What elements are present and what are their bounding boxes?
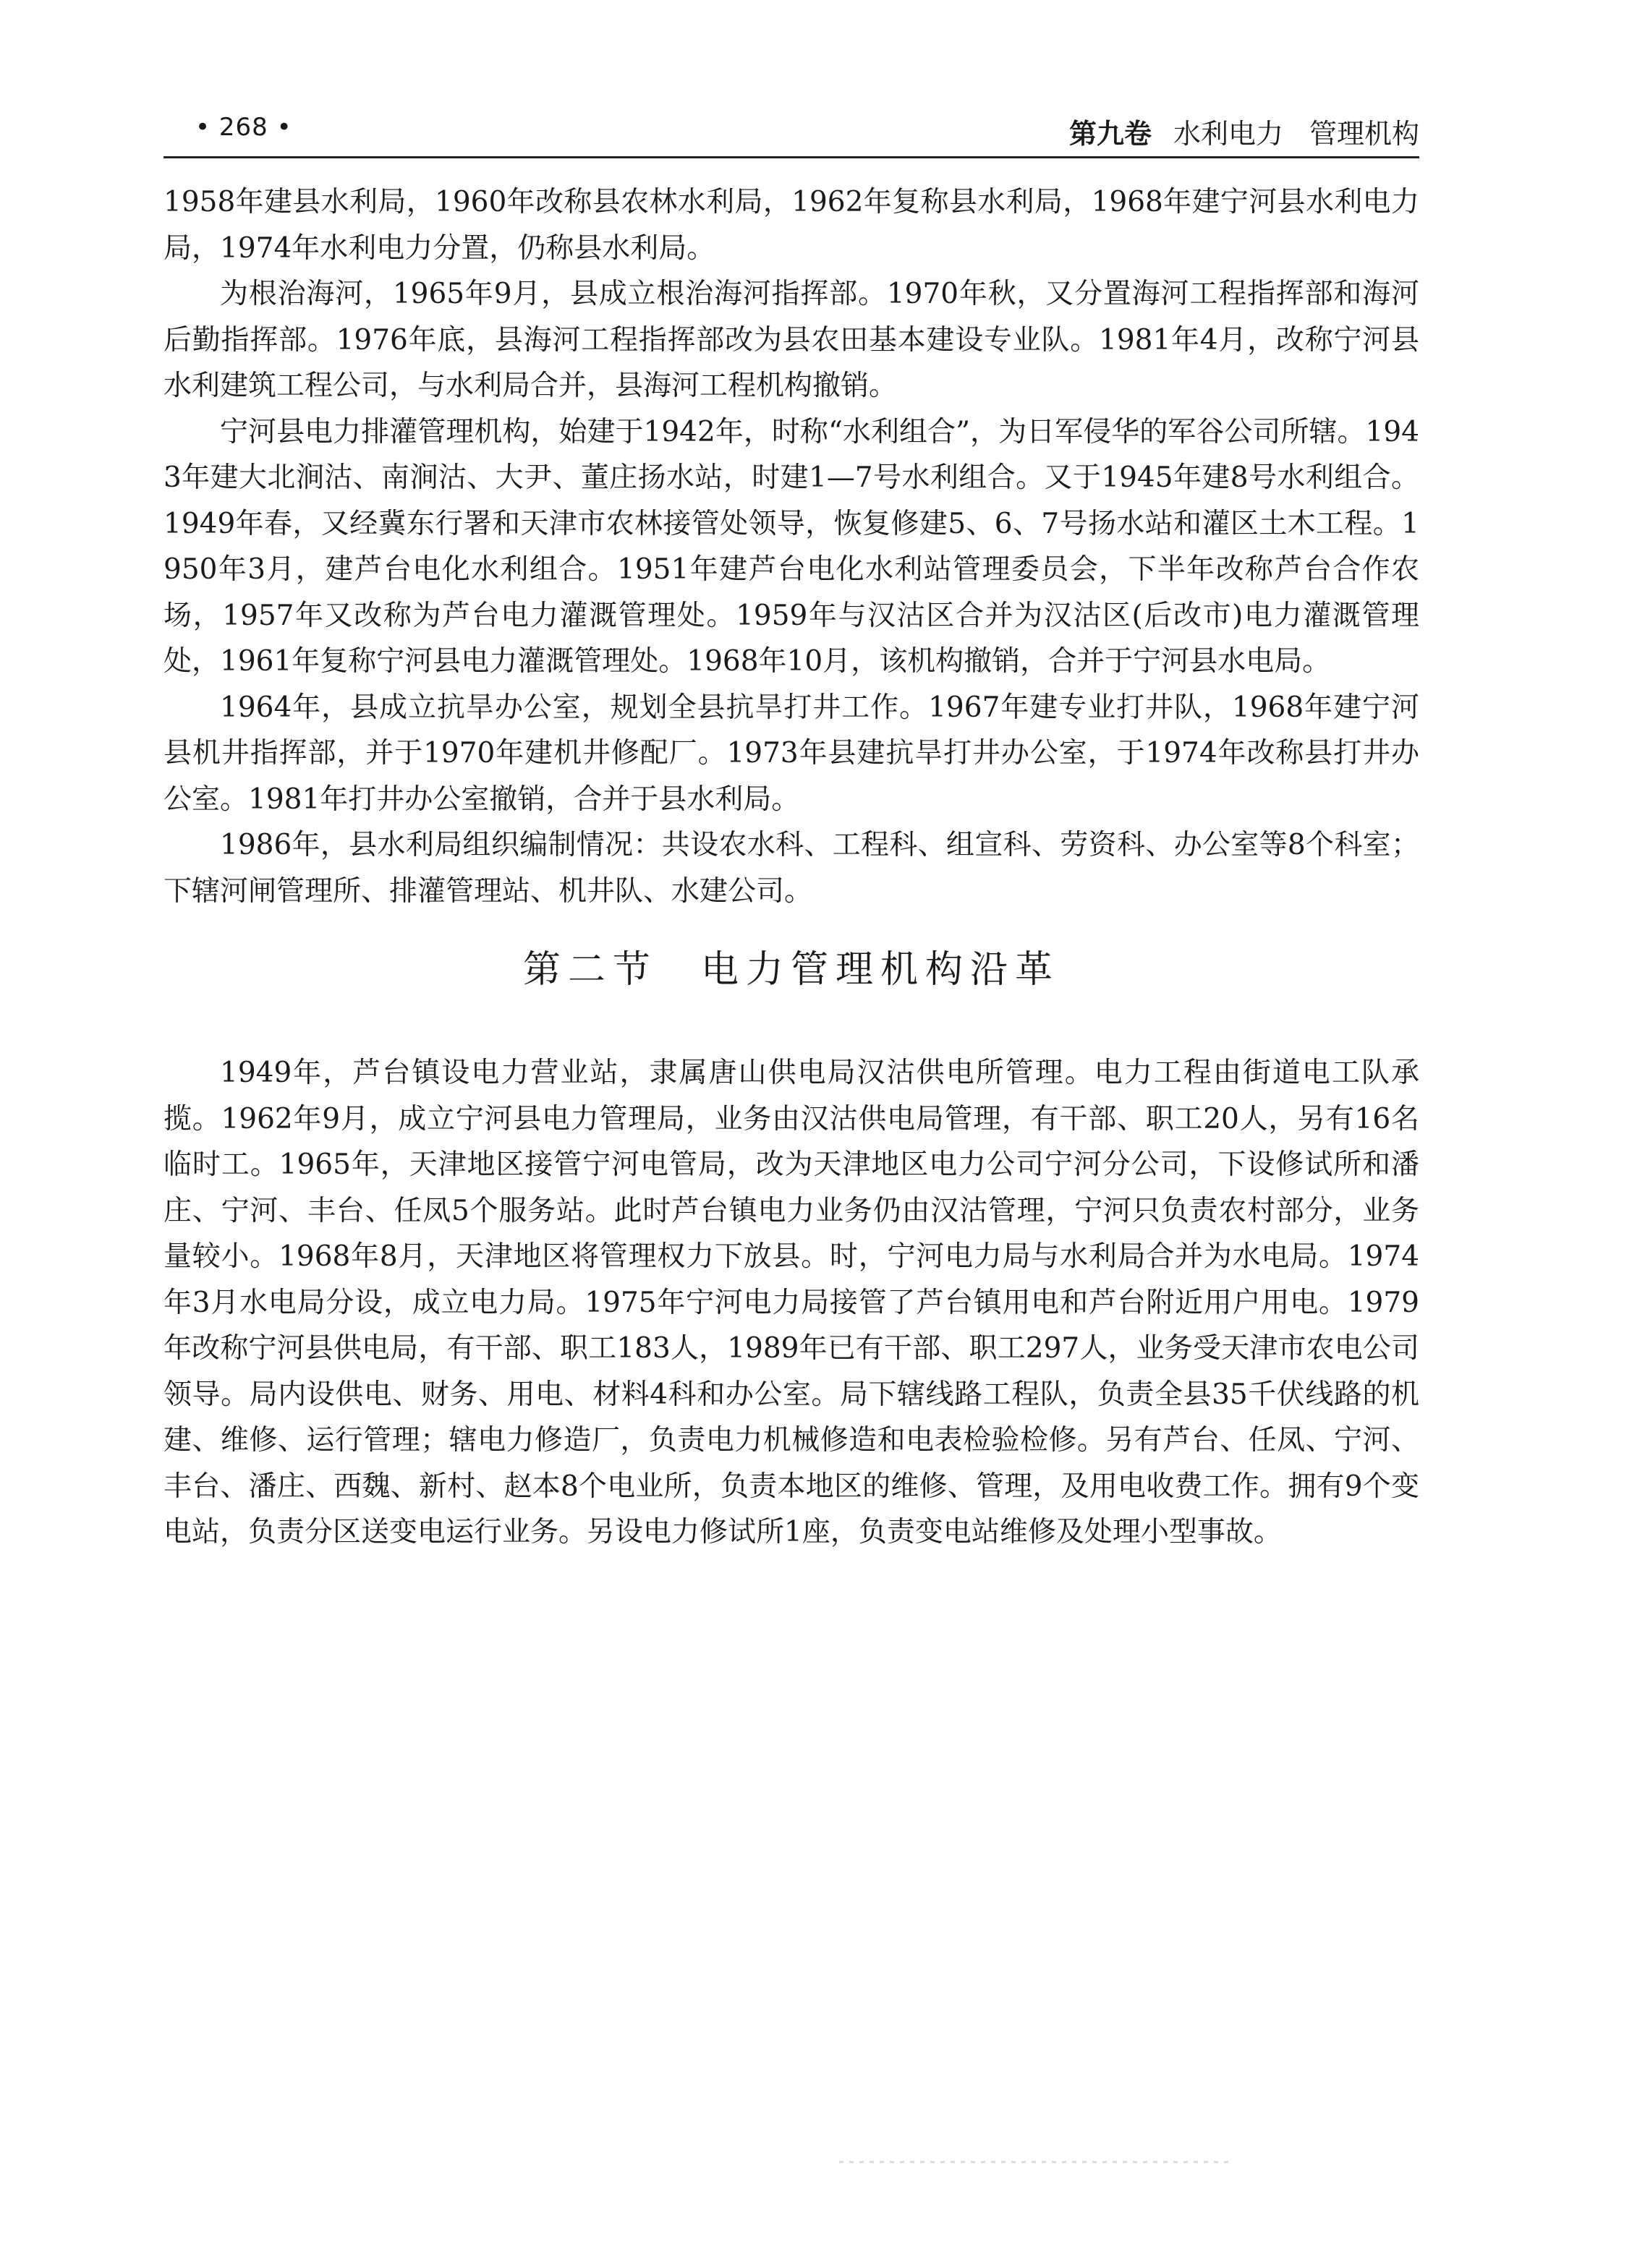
section-title: 电力管理机构沿革: [701, 948, 1060, 992]
running-head: [1069, 111, 1419, 151]
page-body: [163, 179, 1419, 1556]
page-number: • 268 •: [195, 113, 292, 142]
topic-label: 管理机构: [1309, 118, 1419, 150]
header-rule: [163, 156, 1419, 158]
paragraph: 1986年，县水利局组织编制情况：共设农水科、工程科、组宣科、劳资科、办公室等8个科室；下辖河闸管理所、排灌管理站、机井队、水建公司。: [163, 829, 1419, 908]
chapter-label: 水利电力: [1173, 118, 1283, 150]
paragraph: 宁河县电力排灌管理机构，始建于1942年，时称“水利组合”，为日军侵华的军谷公司所辖。1943年建大北涧沽、南涧沽、大尹、董庄扬水站，时建1—7号水利组合。又于1945年建8号水利组合。1949年春，又经冀东行署和天津市农林接管处领导，恢复修建5、6、7号扬水站和灌区土木工程。1950年3月，建芦台电化水利组合。1951年建芦台电化水利站管理委员会，下半年改称芦台合作农场，1957年又改称为芦台电力灌溉管理处。1959年与汉沽区合并为汉沽区(后改市)电力灌溉管理处，1961年复称宁河县电力灌溉管理处。1968年10月，该机构撤销，合并于宁河县水电局。: [163, 415, 1419, 678]
volume-label: 第九卷: [1068, 118, 1152, 150]
paragraph: 1958年建县水利局，1960年改称县农林水利局，1962年复称县水利局，1968年建宁河县水利电力局，1974年水利电力分置，仍称县水利局。: [163, 186, 1419, 265]
paragraph: 1949年，芦台镇设电力营业站，隶属唐山供电局汉沽供电所管理。电力工程由街道电工队承揽。1962年9月，成立宁河县电力管理局，业务由汉沽供电局管理，有干部、职工20人，另有16名临时工。1965年，天津地区接管宁河电管局，改为天津地区电力公司宁河分公司，下设修试所和潘庄、宁河、丰台、任凤5个服务站。此时芦台镇电力业务仍由汉沽管理，宁河只负责农村部分，业务量较小。1968年8月，天津地区将管理权力下放县。时，宁河电力局与水利局合并为水电局。1974年3月水电局分设，成立电力局。1975年宁河电力局接管了芦台镇用电和芦台附近用户用电。1979年改称宁河县供电局，有干部、职工183人，1989年已有干部、职工297人，业务受天津市农电公司领导。局内设供电、财务、用电、材料4科和办公室。局下辖线路工程队，负责全县35千伏线路的机建、维修、运行管理；辖电力修造厂，负责电力机械修造和电表检验检修。另有芦台、任凤、宁河、丰台、潘庄、西魏、新村、赵本8个电业所，负责本地区的维修、管理，及用电收费工作。拥有9个变电站，负责分区送变电运行业务。另设电力修试所1座，负责变电站维修及处理小型事故。: [163, 1057, 1419, 1548]
page-header: [163, 108, 1419, 152]
section-heading: [163, 945, 1419, 995]
section-number: 第二节: [522, 948, 658, 992]
scan-artifact: [839, 2161, 1230, 2163]
paragraph: 1964年，县成立抗旱办公室，规划全县抗旱打井工作。1967年建专业打井队，1968年建宁河县机井指挥部，并于1970年建机井修配厂。1973年县建抗旱打井办公室，于1974年改称县打井办公室。1981年打井办公室撤销，合并于县水利局。: [163, 691, 1419, 816]
paragraph: 为根治海河，1965年9月，县成立根治海河指挥部。1970年秋，又分置海河工程指挥部和海河后勤指挥部。1976年底，县海河工程指挥部改为县农田基本建设专业队。1981年4月，改称宁河县水利建筑工程公司，与水利局合并，县海河工程机构撤销。: [163, 278, 1419, 402]
